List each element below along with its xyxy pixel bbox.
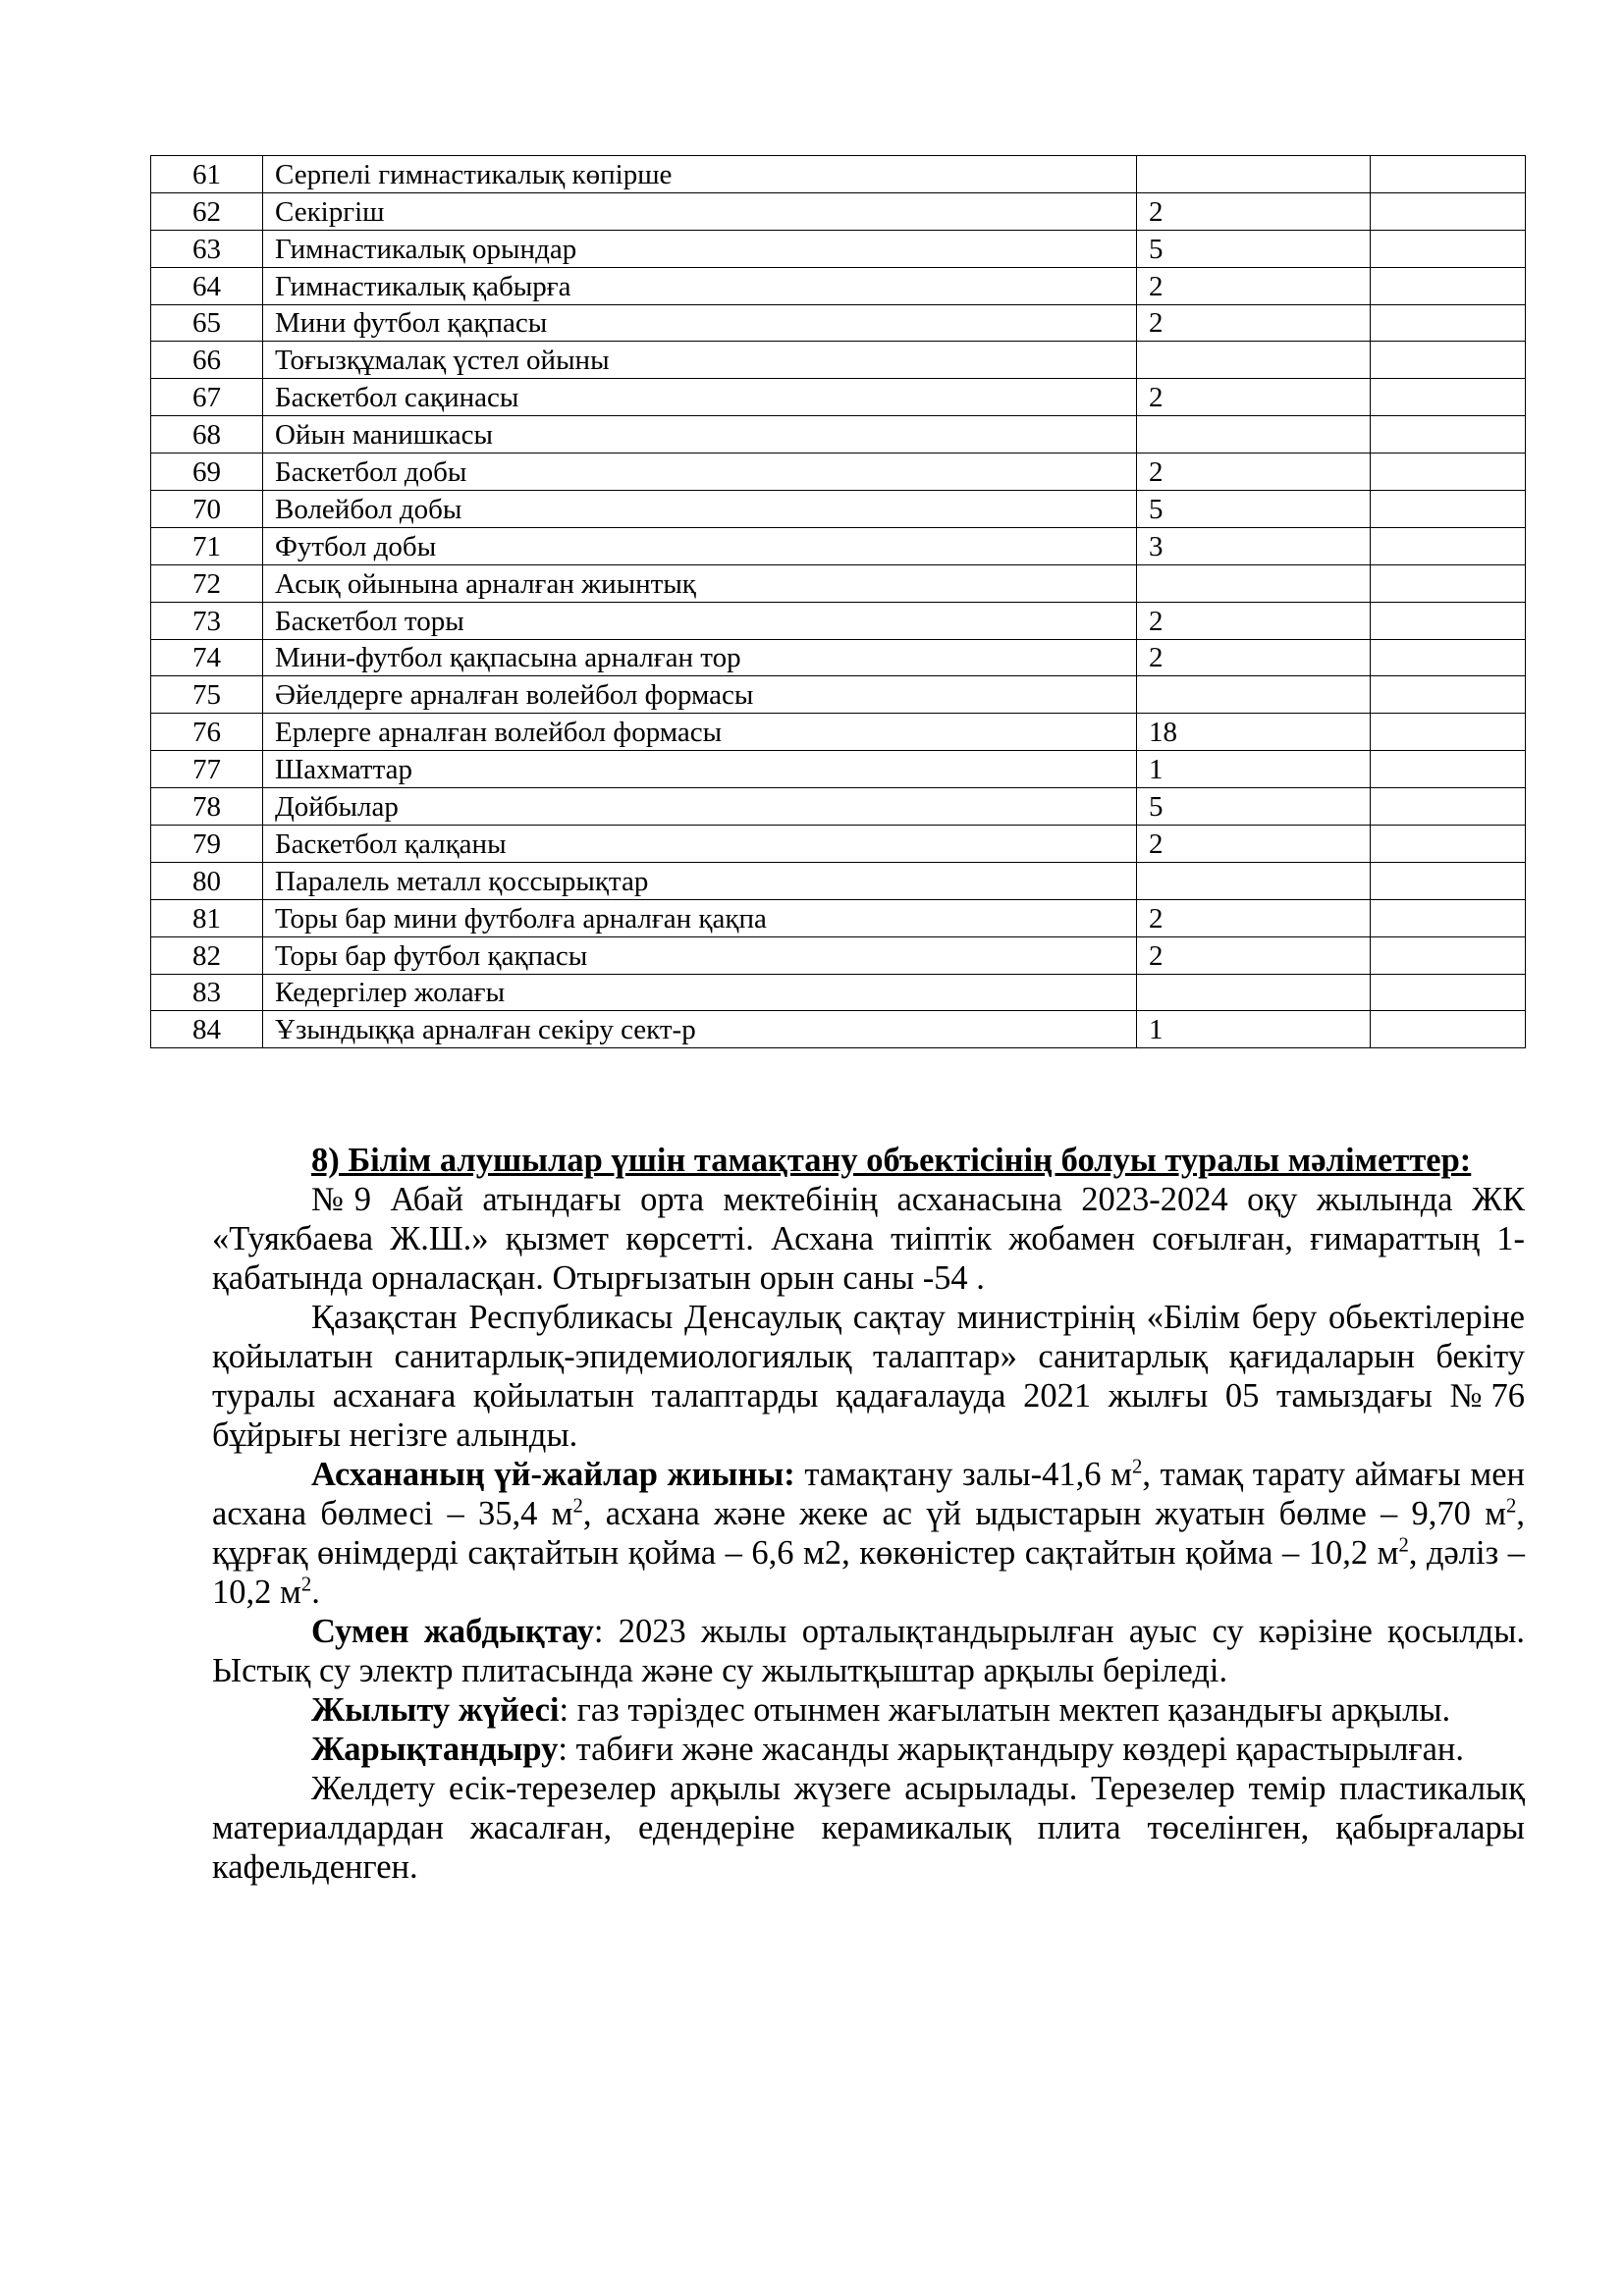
item-extra bbox=[1371, 230, 1526, 267]
item-extra bbox=[1371, 156, 1526, 193]
table-row bbox=[151, 192, 1526, 230]
table-row bbox=[151, 304, 1526, 342]
table-row bbox=[151, 564, 1526, 602]
item-name: Мини-футбол қақпасына арналған тор bbox=[263, 639, 1137, 676]
row-number: 70 bbox=[151, 491, 263, 528]
item-extra bbox=[1371, 602, 1526, 639]
row-number: 80 bbox=[151, 862, 263, 899]
row-number: 73 bbox=[151, 602, 263, 639]
premises-text-5: , дәліз – 10,2 м bbox=[212, 1534, 1526, 1611]
superscript: 2 bbox=[1398, 1534, 1409, 1557]
item-extra bbox=[1371, 304, 1526, 342]
table-row bbox=[151, 751, 1526, 788]
item-extra bbox=[1371, 379, 1526, 416]
table-row bbox=[151, 527, 1526, 564]
table-row bbox=[151, 602, 1526, 639]
item-extra bbox=[1371, 751, 1526, 788]
item-name: Футбол добы bbox=[263, 527, 1137, 564]
item-quantity: 5 bbox=[1137, 491, 1371, 528]
item-name: Баскетбол қалқаны bbox=[263, 826, 1137, 863]
item-quantity: 2 bbox=[1137, 454, 1371, 491]
item-name: Баскетбол добы bbox=[263, 454, 1137, 491]
item-name: Серпелі гимнастикалық көпірше bbox=[263, 156, 1137, 193]
item-extra bbox=[1371, 491, 1526, 528]
item-name: Гимнастикалық қабырға bbox=[263, 267, 1137, 304]
item-quantity bbox=[1137, 862, 1371, 899]
paragraph-water-supply bbox=[212, 1612, 1525, 1690]
premises-text-4: , құрғақ өнімдерді сақтайтын қойма – 6,6 м2, көкөністер сақтайтын қойма – 10,2 м bbox=[212, 1495, 1525, 1572]
item-name: Баскетбол сақинасы bbox=[263, 379, 1137, 416]
table-row bbox=[151, 936, 1526, 974]
row-number: 84 bbox=[151, 1011, 263, 1048]
paragraph-premises bbox=[212, 1455, 1525, 1612]
item-name: Ойын манишкасы bbox=[263, 416, 1137, 454]
row-number: 64 bbox=[151, 267, 263, 304]
row-number: 79 bbox=[151, 826, 263, 863]
item-extra bbox=[1371, 788, 1526, 826]
item-name: Гимнастикалық орындар bbox=[263, 230, 1137, 267]
item-name: Әйелдерге арналған волейбол формасы bbox=[263, 676, 1137, 714]
row-number: 68 bbox=[151, 416, 263, 454]
row-number: 72 bbox=[151, 564, 263, 602]
item-quantity: 5 bbox=[1137, 230, 1371, 267]
item-quantity: 2 bbox=[1137, 602, 1371, 639]
item-extra bbox=[1371, 826, 1526, 863]
item-name: Шахматтар bbox=[263, 751, 1137, 788]
item-quantity: 5 bbox=[1137, 788, 1371, 826]
item-extra bbox=[1371, 974, 1526, 1011]
item-quantity: 2 bbox=[1137, 304, 1371, 342]
item-name: Дойбылар bbox=[263, 788, 1137, 826]
item-extra bbox=[1371, 342, 1526, 379]
row-number: 76 bbox=[151, 714, 263, 751]
item-name: Секіргіш bbox=[263, 192, 1137, 230]
item-extra bbox=[1371, 416, 1526, 454]
premises-text-3: , асхана және жеке ас үй ыдыстарын жуатын бөлме – 9,70 м bbox=[582, 1495, 1507, 1532]
paragraph-canteen-info: №9 Абай атындағы орта мектебінің асханасына 2023-2024 оқу жылында ЖК «Туякбаева Ж.Ш.» қызмет көрсетті. Асхана тиіптік жобамен соғылған, ғимараттың 1-қабатында орналасқан. Отырғызатын орын саны -54 . bbox=[212, 1181, 1525, 1297]
item-quantity bbox=[1137, 156, 1371, 193]
row-number: 71 bbox=[151, 527, 263, 564]
table-row bbox=[151, 714, 1526, 751]
item-quantity: 3 bbox=[1137, 527, 1371, 564]
item-name: Тоғызқұмалақ үстел ойыны bbox=[263, 342, 1137, 379]
row-number: 62 bbox=[151, 192, 263, 230]
superscript: 2 bbox=[572, 1495, 583, 1518]
item-name: Баскетбол торы bbox=[263, 602, 1137, 639]
table-row bbox=[151, 899, 1526, 936]
superscript: 2 bbox=[300, 1574, 312, 1596]
equipment-table bbox=[150, 155, 1526, 1048]
item-quantity: 2 bbox=[1137, 267, 1371, 304]
water-supply-text: : 2023 жылы орталықтандырылған ауыс су кәрізіне қосылды. Ыстық су электр плитасында және су жылытқыштар арқылы беріледі. bbox=[212, 1613, 1525, 1689]
item-extra bbox=[1371, 1011, 1526, 1048]
table-row bbox=[151, 639, 1526, 676]
item-quantity: 2 bbox=[1137, 899, 1371, 936]
item-extra bbox=[1371, 936, 1526, 974]
item-extra bbox=[1371, 454, 1526, 491]
row-number: 74 bbox=[151, 639, 263, 676]
heating-text: : газ тәріздес отынмен жағылатын мектеп қазандығы арқылы. bbox=[559, 1691, 1451, 1729]
row-number: 82 bbox=[151, 936, 263, 974]
section-heading: 8) Білім алушылар үшін тамақтану объектісінің болуы туралы мәліметтер: bbox=[311, 1142, 1472, 1179]
premises-text-1: тамақтану залы-41,6 м bbox=[794, 1456, 1133, 1493]
row-number: 81 bbox=[151, 899, 263, 936]
item-quantity: 2 bbox=[1137, 639, 1371, 676]
row-number: 61 bbox=[151, 156, 263, 193]
premises-lead: Асхананың үй-жайлар жиыны: bbox=[311, 1456, 795, 1493]
table-row bbox=[151, 1011, 1526, 1048]
item-quantity bbox=[1137, 416, 1371, 454]
item-quantity: 1 bbox=[1137, 1011, 1371, 1048]
item-extra bbox=[1371, 639, 1526, 676]
item-name: Ерлерге арналған волейбол формасы bbox=[263, 714, 1137, 751]
table-row bbox=[151, 676, 1526, 714]
lighting-text: : табиғи және жасанды жарықтандыру көздері қарастырылған. bbox=[558, 1731, 1464, 1768]
row-number: 69 bbox=[151, 454, 263, 491]
row-number: 66 bbox=[151, 342, 263, 379]
item-quantity: 2 bbox=[1137, 379, 1371, 416]
table-row bbox=[151, 788, 1526, 826]
item-name: Кедергілер жолағы bbox=[263, 974, 1137, 1011]
row-number: 65 bbox=[151, 304, 263, 342]
item-extra bbox=[1371, 899, 1526, 936]
paragraph-heating bbox=[212, 1690, 1525, 1730]
item-quantity: 2 bbox=[1137, 936, 1371, 974]
premises-text-6: . bbox=[311, 1574, 320, 1611]
table-row bbox=[151, 379, 1526, 416]
item-extra bbox=[1371, 192, 1526, 230]
item-quantity: 1 bbox=[1137, 751, 1371, 788]
table-row bbox=[151, 491, 1526, 528]
item-name: Торы бар мини футболға арналған қақпа bbox=[263, 899, 1137, 936]
row-number: 77 bbox=[151, 751, 263, 788]
paragraph-ventilation: Желдету есік-терезелер арқылы жүзеге асырылады. Терезелер темір пластикалық материалдардан жасалған, едендеріне керамикалық плита төселінген, қабырғалары кафельденген. bbox=[212, 1770, 1525, 1886]
row-number: 67 bbox=[151, 379, 263, 416]
item-quantity bbox=[1137, 974, 1371, 1011]
item-extra bbox=[1371, 527, 1526, 564]
table-row bbox=[151, 156, 1526, 193]
row-number: 83 bbox=[151, 974, 263, 1011]
table-row bbox=[151, 454, 1526, 491]
item-quantity: 2 bbox=[1137, 192, 1371, 230]
item-name: Мини футбол қақпасы bbox=[263, 304, 1137, 342]
item-quantity: 2 bbox=[1137, 826, 1371, 863]
lighting-lead: Жарықтандыру bbox=[311, 1731, 559, 1768]
row-number: 63 bbox=[151, 230, 263, 267]
item-extra bbox=[1371, 676, 1526, 714]
table-row bbox=[151, 342, 1526, 379]
equipment-table-body bbox=[151, 156, 1526, 1048]
table-row bbox=[151, 416, 1526, 454]
table-row bbox=[151, 267, 1526, 304]
item-extra bbox=[1371, 862, 1526, 899]
paragraph-lighting bbox=[212, 1730, 1525, 1769]
item-quantity bbox=[1137, 676, 1371, 714]
item-name: Паралель металл қоссырықтар bbox=[263, 862, 1137, 899]
superscript: 2 bbox=[1132, 1456, 1143, 1478]
table-row bbox=[151, 862, 1526, 899]
table-row bbox=[151, 974, 1526, 1011]
item-name: Ұзындыққа арналған секіру сект-р bbox=[263, 1011, 1137, 1048]
premises-text-2: , тамақ тарату аймағы мен асхана бөлмесі – 35,4 м bbox=[212, 1456, 1525, 1532]
superscript: 2 bbox=[1506, 1495, 1517, 1518]
item-quantity bbox=[1137, 342, 1371, 379]
water-supply-lead: Сумен жабдықтау bbox=[311, 1613, 594, 1650]
row-number: 78 bbox=[151, 788, 263, 826]
item-name: Волейбол добы bbox=[263, 491, 1137, 528]
heating-lead: Жылыту жүйесі bbox=[311, 1691, 560, 1729]
row-number: 75 bbox=[151, 676, 263, 714]
item-name: Торы бар футбол қақпасы bbox=[263, 936, 1137, 974]
item-extra bbox=[1371, 714, 1526, 751]
table-row bbox=[151, 230, 1526, 267]
item-quantity: 18 bbox=[1137, 714, 1371, 751]
item-quantity bbox=[1137, 564, 1371, 602]
item-extra bbox=[1371, 267, 1526, 304]
catering-section bbox=[212, 1141, 1525, 1887]
paragraph-regulations: Қазақстан Республикасы Денсаулық сақтау министрінің «Білім беру обьектілеріне қойылатын санитарлық-эпидемиологиялық талаптар» санитарлық қағидаларын бекіту туралы асханаға қойылатын талаптарды қадағалауда 2021 жылғы 05 тамыздағы №76 бұйрығы негізге алынды. bbox=[212, 1299, 1525, 1454]
item-extra bbox=[1371, 564, 1526, 602]
table-row bbox=[151, 826, 1526, 863]
item-name: Асық ойынына арналған жиынтық bbox=[263, 564, 1137, 602]
